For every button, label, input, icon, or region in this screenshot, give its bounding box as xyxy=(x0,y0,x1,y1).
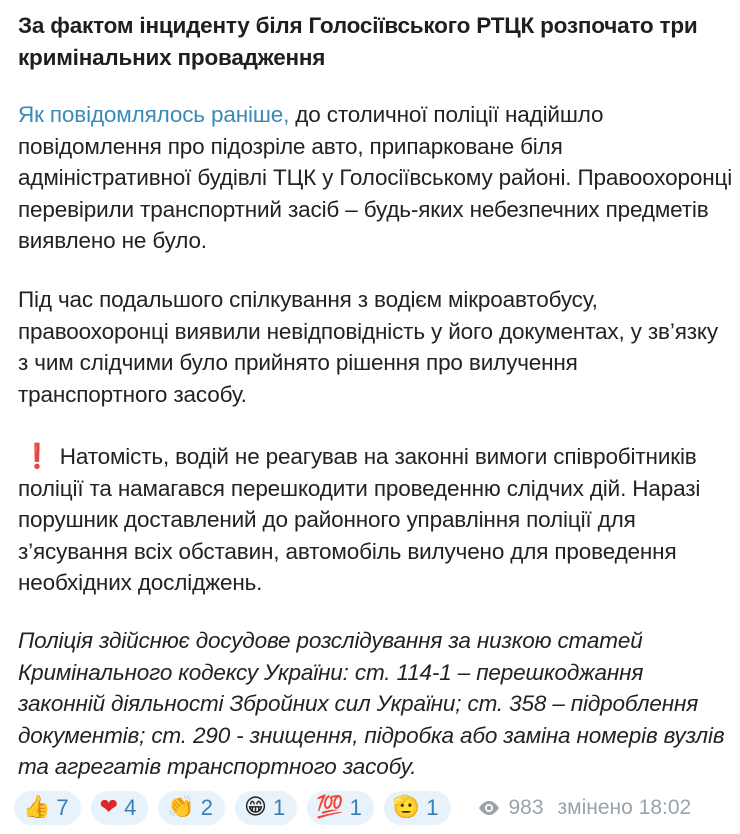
reaction-count: 7 xyxy=(56,795,69,820)
hundred-points-icon: 💯 xyxy=(316,795,344,820)
paragraph-4-legal: Поліція здійснює досудове розслідування за низкою статей Кримінального кодексу України: ст. 114-1 – перешкоджання законній діяльності Збройних сил України; ст. 358 – підроблення документів; ст. 290 - знищення, підробка або заміна номерів вузлів та агрегатів транспортного засобу. xyxy=(18,628,725,779)
reaction-count: 2 xyxy=(200,795,213,820)
reaction-count: 1 xyxy=(272,795,286,820)
reaction-hundred-points[interactable] xyxy=(307,791,374,825)
heart-icon: ❤ xyxy=(99,795,119,820)
reaction-heart[interactable] xyxy=(91,791,149,825)
paragraph-1-text: до столичної поліції надійшло повідомлення про підозріле авто, припарковане біля адміністративної будівлі ТЦК у Голосіївському районі. Правоохоронці перевірили транспортний засіб – будь-яких небезпечних предметів виявлено не було. xyxy=(18,102,733,253)
thumbs-up-icon: 👍 xyxy=(23,795,51,820)
edited-timestamp: змінено 18:02 xyxy=(557,796,692,819)
reaction-clapping-hands[interactable] xyxy=(158,791,225,825)
reaction-count: 1 xyxy=(349,795,362,820)
clapping-hands-icon: 👏 xyxy=(167,795,195,820)
grinning-face-icon: 😁 xyxy=(244,795,267,820)
paragraph-3 xyxy=(18,441,733,599)
paragraph-1 xyxy=(18,99,733,257)
exclamation-icon: ❗ xyxy=(22,443,52,470)
earlier-report-link[interactable]: Як повідомлялось раніше, xyxy=(18,102,290,127)
pointing-face-icon: 🫡 xyxy=(392,795,421,820)
reaction-grinning-face[interactable] xyxy=(235,791,297,825)
paragraph-3-text: Натомість, водій не реагував на законні вимоги співробітників поліції та намагався перешкодити проведенню слідчих дій. Наразі порушник доставлений до районного управління поліції для з’ясування всіх обставин, автомобіль вилучено для проведення необхідних досліджень. xyxy=(18,444,701,595)
view-count: 983 xyxy=(508,796,544,819)
paragraph-2: Під час подальшого спілкування з водієм мікроавтобусу, правоохоронці виявили невідповідність у його документах, у зв’язку з чим слідчими було прийнято рішення про вилучення транспортного засобу. xyxy=(18,287,718,407)
reaction-count: 1 xyxy=(426,795,439,820)
reaction-count: 4 xyxy=(124,795,137,820)
reaction-pointing-face[interactable] xyxy=(384,791,451,825)
post-title: За фактом інциденту біля Голосіївського РТЦК розпочато три кримінальних провадження xyxy=(18,13,698,70)
post-footer xyxy=(14,790,734,826)
reaction-thumbs-up[interactable] xyxy=(14,791,81,825)
eye-icon xyxy=(477,800,501,816)
post-meta xyxy=(477,796,692,820)
